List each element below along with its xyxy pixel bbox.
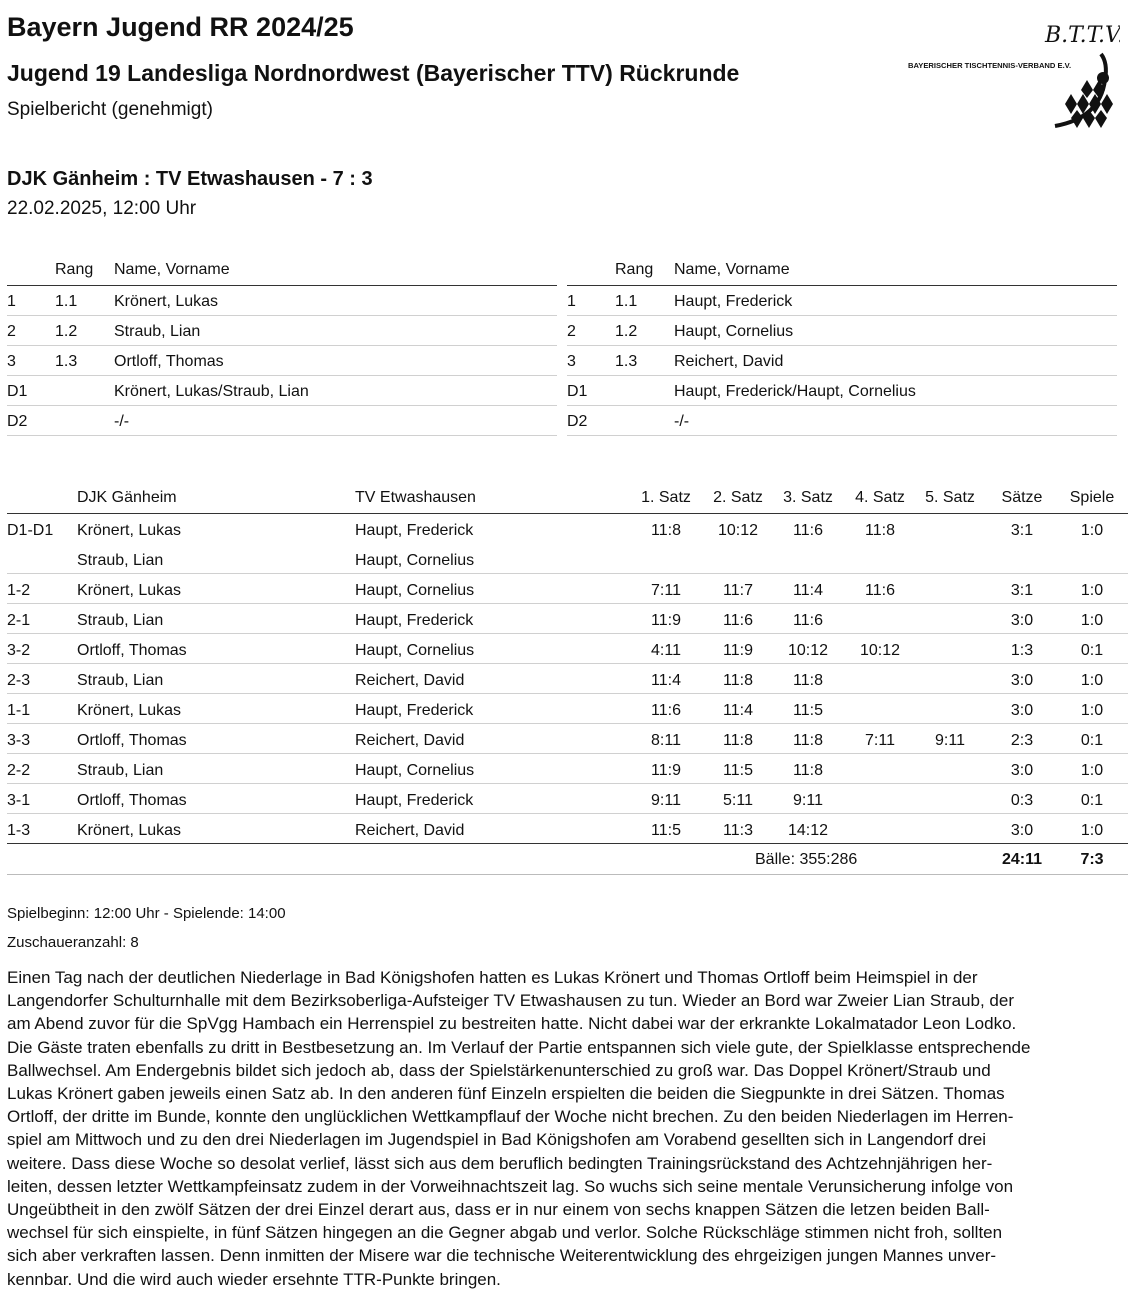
game-result: 1:0 bbox=[1080, 522, 1104, 539]
game-nr: 3-2 bbox=[7, 642, 31, 659]
game-result: 1:0 bbox=[1080, 582, 1104, 599]
game-sets: 0:3 bbox=[1010, 792, 1034, 809]
game-nr: D1-D1 bbox=[7, 522, 54, 539]
sets-header: Sätze bbox=[1001, 489, 1043, 506]
game-row bbox=[7, 784, 1128, 814]
game-result: 0:1 bbox=[1080, 642, 1104, 659]
lineup-name: Krönert, Lukas bbox=[114, 293, 219, 310]
game-sets: 3:0 bbox=[1010, 822, 1034, 839]
lineup-pos: D1 bbox=[567, 383, 588, 400]
game-home-player: Straub, Lian bbox=[77, 612, 164, 629]
game-nr: 2-2 bbox=[7, 762, 31, 779]
game-set1: 11:5 bbox=[651, 822, 681, 839]
lineup-row bbox=[567, 376, 1117, 406]
lineup-name: -/- bbox=[674, 413, 690, 430]
game-set3: 11:6 bbox=[793, 612, 823, 629]
name-header: Name, Vorname bbox=[114, 261, 230, 278]
lineup-name: Krönert, Lukas/Straub, Lian bbox=[114, 383, 309, 400]
report-line: Einen Tag nach der deutlichen Niederlage in Bad Königshofen hatten es Lukas Krönert und Thomas Ortloff beim Heimspiel in der bbox=[7, 968, 978, 987]
lineup-row bbox=[7, 376, 557, 406]
lineup-rank: 1.2 bbox=[615, 323, 638, 340]
lineup-row bbox=[7, 346, 557, 376]
match-times: Spielbeginn: 12:00 Uhr - Spielende: 14:00 bbox=[7, 905, 286, 922]
lineup-row bbox=[567, 316, 1117, 346]
game-set2: 11:8 bbox=[723, 672, 753, 689]
game-nr: 1-1 bbox=[7, 702, 31, 719]
lineup-rank: 1.1 bbox=[615, 293, 638, 310]
home-lineup-table bbox=[7, 254, 557, 436]
game-set1: 4:11 bbox=[651, 642, 681, 659]
report-line: Ortloff, der dritte im Bunde, konnte den unglücklichen Wettkampflauf der Woche nicht brechen. Zu den beiden Niederlagen im Herren- bbox=[7, 1107, 1014, 1127]
game-row bbox=[7, 574, 1128, 604]
home-team-header: DJK Gänheim bbox=[77, 489, 177, 506]
game-guest-player: Reichert, David bbox=[355, 732, 465, 749]
lineup-name: Straub, Lian bbox=[114, 323, 201, 340]
game-row bbox=[7, 634, 1128, 664]
logo-letters: B.T.T.V. bbox=[1045, 23, 1120, 48]
report-line: Lukas Krönert gaben jeweils einen Satz ab. In den anderen fünf Einzeln erspielten die beiden die Siegpunkte in drei Sätzen. Thomas bbox=[7, 1084, 1005, 1104]
game-guest-partner: Haupt, Cornelius bbox=[355, 552, 475, 569]
games-table bbox=[7, 481, 1128, 875]
report-line: leiten, dessen letzter Wettkampfeinsatz zudem in der Vorweihnachtszeit lag. So wuchs sich seine mentale Verunsicherung infolge von bbox=[7, 1176, 1014, 1196]
game-result: 1:0 bbox=[1080, 612, 1104, 629]
game-set2: 11:9 bbox=[723, 642, 753, 659]
game-set3: 11:8 bbox=[793, 732, 823, 749]
lineup-rank: 1.2 bbox=[55, 323, 78, 340]
game-home-partner: Straub, Lian bbox=[77, 552, 164, 569]
total-balls: Bälle: 355:286 bbox=[755, 851, 858, 868]
game-home-player: Krönert, Lukas bbox=[77, 522, 182, 539]
lineup-pos: 3 bbox=[567, 353, 576, 370]
game-set3: 11:6 bbox=[793, 522, 823, 539]
away-lineup-table bbox=[567, 254, 1117, 436]
game-row bbox=[7, 604, 1128, 634]
league-title: Jugend 19 Landesliga Nordnordwest (Bayerischer TTV) Rückrunde bbox=[7, 60, 740, 86]
game-set1: 11:9 bbox=[651, 612, 681, 629]
guest-team-header: TV Etwashausen bbox=[355, 489, 476, 506]
report-line: kennbar. Und die wird auch wieder ersehnte TTR-Punkte bringen. bbox=[7, 1269, 501, 1289]
report-line: Ungeübtheit in den zwölf Sätzen der drei Einzel derart aus, dass er in nur einem von sechs knappen Sätzen die letzen beiden Ball- bbox=[7, 1200, 990, 1220]
game-home-player: Ortloff, Thomas bbox=[77, 792, 187, 809]
set2-header: 2. Satz bbox=[713, 489, 763, 506]
lineup-pos: 2 bbox=[7, 323, 16, 340]
game-set3: 11:8 bbox=[793, 672, 823, 689]
game-set4: 11:8 bbox=[865, 522, 895, 539]
game-set3: 10:12 bbox=[787, 642, 829, 659]
game-set1: 8:11 bbox=[651, 732, 681, 749]
total-sets: 24:11 bbox=[1001, 851, 1043, 868]
game-nr: 3-3 bbox=[7, 732, 31, 749]
game-home-player: Ortloff, Thomas bbox=[77, 642, 187, 659]
game-sets: 3:1 bbox=[1010, 582, 1034, 599]
lineup-pos: D1 bbox=[7, 383, 28, 400]
game-row bbox=[7, 514, 1128, 544]
lineup-header bbox=[7, 254, 557, 286]
game-row bbox=[7, 664, 1128, 694]
game-guest-player: Haupt, Cornelius bbox=[355, 642, 475, 659]
game-set1: 11:9 bbox=[651, 762, 681, 779]
game-home-player: Krönert, Lukas bbox=[77, 702, 182, 719]
report-line: sich aber verkraften lassen. Denn inmitten der Misere war die technische Weiterentwicklung des ehrgeizigen jungen Mannes unver- bbox=[7, 1246, 997, 1266]
game-set4: 11:6 bbox=[865, 582, 895, 599]
game-sets: 3:0 bbox=[1010, 702, 1034, 719]
lineup-row bbox=[7, 406, 557, 436]
game-result: 1:0 bbox=[1080, 822, 1104, 839]
game-set1: 7:11 bbox=[651, 582, 681, 599]
lineup-name: Ortloff, Thomas bbox=[114, 353, 224, 370]
game-result: 0:1 bbox=[1080, 792, 1104, 809]
lineup-pos: 3 bbox=[7, 353, 16, 370]
game-set2: 11:7 bbox=[723, 582, 753, 599]
rank-header: Rang bbox=[615, 261, 654, 278]
game-set1: 11:6 bbox=[651, 702, 681, 719]
lineup-rank: 1.1 bbox=[55, 293, 78, 310]
game-guest-player: Haupt, Frederick bbox=[355, 792, 474, 809]
game-sets: 3:0 bbox=[1010, 762, 1034, 779]
game-home-player: Krönert, Lukas bbox=[77, 822, 182, 839]
lineup-row bbox=[7, 286, 557, 316]
game-set2: 11:3 bbox=[723, 822, 753, 839]
lineup-row bbox=[567, 406, 1117, 436]
games-header bbox=[7, 481, 1128, 514]
game-set2: 11:5 bbox=[723, 762, 753, 779]
game-home-player: Ortloff, Thomas bbox=[77, 732, 187, 749]
game-set4: 10:12 bbox=[859, 642, 901, 659]
game-home-player: Krönert, Lukas bbox=[77, 582, 182, 599]
game-set5: 9:11 bbox=[935, 732, 965, 749]
game-sets: 1:3 bbox=[1010, 642, 1034, 659]
game-set2: 5:11 bbox=[723, 792, 753, 809]
lineup-pos: 2 bbox=[567, 323, 576, 340]
game-guest-player: Haupt, Cornelius bbox=[355, 762, 475, 779]
lineup-pos: 1 bbox=[7, 293, 16, 310]
report-status: Spielbericht (genehmigt) bbox=[7, 99, 213, 120]
lineup-header bbox=[567, 254, 1117, 286]
report-line: am Abend zuvor für die SpVgg Hambach ein Herrenspiel zu bestreiten hatte. Nicht dabei war der erkrankte Lokalmatador Leon Lodko. bbox=[7, 1014, 1017, 1034]
game-nr: 1-3 bbox=[7, 822, 31, 839]
page-title: Bayern Jugend RR 2024/25 bbox=[7, 12, 354, 42]
game-set3: 11:4 bbox=[793, 582, 823, 599]
lineup-row bbox=[567, 286, 1117, 316]
game-result: 1:0 bbox=[1080, 702, 1104, 719]
name-header: Name, Vorname bbox=[674, 261, 790, 278]
game-row bbox=[7, 754, 1128, 784]
logo-text: BAYERISCHER TISCHTENNIS-VERBAND E.V. bbox=[908, 61, 1072, 70]
game-row bbox=[7, 814, 1128, 844]
bttv-logo-graphic bbox=[905, 18, 1120, 136]
report-line: wechsel für sich einspielte, in fünf Sätzen hingegen an die Gegner abgab und verlor. Solche Rückschläge stimmen nicht froh, sollten bbox=[7, 1223, 1003, 1243]
game-set3: 9:11 bbox=[793, 792, 823, 809]
lineup-pos: 1 bbox=[567, 293, 576, 310]
game-set2: 11:8 bbox=[723, 732, 753, 749]
lineup-row bbox=[567, 346, 1117, 376]
games-result-header: Spiele bbox=[1069, 489, 1115, 506]
game-guest-player: Reichert, David bbox=[355, 822, 465, 839]
set1-header: 1. Satz bbox=[641, 489, 691, 506]
set5-header: 5. Satz bbox=[925, 489, 975, 506]
game-set1: 11:8 bbox=[651, 522, 681, 539]
set4-header: 4. Satz bbox=[855, 489, 905, 506]
lineup-name: Haupt, Cornelius bbox=[674, 323, 794, 340]
lineup-name: -/- bbox=[114, 413, 130, 430]
game-set2: 11:4 bbox=[723, 702, 753, 719]
bttv-logo bbox=[905, 18, 1120, 136]
game-home-player: Straub, Lian bbox=[77, 672, 164, 689]
lineup-pos: D2 bbox=[567, 413, 588, 430]
match-title: DJK Gänheim : TV Etwashausen - 7 : 3 bbox=[7, 168, 373, 190]
game-sets: 2:3 bbox=[1010, 732, 1034, 749]
game-guest-player: Reichert, David bbox=[355, 672, 465, 689]
report-line: Ballwechsel. Am Endergebnis bildet sich jedoch ab, dass der Spielstärkenunterschied zu groß war. Das Doppel Krönert/Straub und bbox=[7, 1060, 991, 1080]
game-sets: 3:0 bbox=[1010, 612, 1034, 629]
lineup-name: Haupt, Frederick/Haupt, Cornelius bbox=[674, 383, 916, 400]
lineup-pos: D2 bbox=[7, 413, 28, 430]
game-guest-player: Haupt, Cornelius bbox=[355, 582, 475, 599]
total-games: 7:3 bbox=[1080, 851, 1104, 868]
game-home-player: Straub, Lian bbox=[77, 762, 164, 779]
report-line: Langendorfer Schulturnhalle mit dem Bezirksoberliga-Aufsteiger TV Etwashausen zu tun. Wieder an Bord war Zweier Lian Straub, der bbox=[7, 991, 1014, 1011]
lineup-row bbox=[7, 316, 557, 346]
game-result: 0:1 bbox=[1080, 732, 1104, 749]
game-set1: 9:11 bbox=[651, 792, 681, 809]
game-sets: 3:1 bbox=[1010, 522, 1034, 539]
game-guest-player: Haupt, Frederick bbox=[355, 612, 474, 629]
lineup-name: Haupt, Frederick bbox=[674, 293, 793, 310]
game-result: 1:0 bbox=[1080, 762, 1104, 779]
game-row bbox=[7, 724, 1128, 754]
report-line: Die Gäste traten ebenfalls zu dritt in Bestbesetzung an. Im Verlauf der Partie entspannen sich viele gute, der Spielklasse entsprechende bbox=[7, 1037, 1031, 1057]
set3-header: 3. Satz bbox=[783, 489, 833, 506]
game-set4: 7:11 bbox=[865, 732, 895, 749]
game-set2: 11:6 bbox=[723, 612, 753, 629]
rank-header: Rang bbox=[55, 261, 94, 278]
lineup-rank: 1.3 bbox=[55, 353, 78, 370]
match-report bbox=[7, 966, 1129, 1291]
game-nr: 3-1 bbox=[7, 792, 31, 809]
totals-row bbox=[7, 844, 1128, 875]
lineup-name: Reichert, David bbox=[674, 353, 784, 370]
game-nr: 2-1 bbox=[7, 612, 31, 629]
game-set3: 11:5 bbox=[793, 702, 823, 719]
game-guest-player: Haupt, Frederick bbox=[355, 522, 474, 539]
game-nr: 1-2 bbox=[7, 582, 31, 599]
lineup-rank: 1.3 bbox=[615, 353, 638, 370]
match-datetime: 22.02.2025, 12:00 Uhr bbox=[7, 198, 197, 219]
game-nr: 2-3 bbox=[7, 672, 31, 689]
game-set3: 14:12 bbox=[787, 822, 829, 839]
game-result: 1:0 bbox=[1080, 672, 1104, 689]
report-line: weitere. Dass diese Woche so desolat verlief, lässt sich aus dem beruflich bedingten Trainingsrückstand des Achtzehnjährigen her- bbox=[7, 1153, 993, 1173]
report-line: spiel am Mittwoch und zu den drei Niederlagen im Jugendspiel in Bad Königshofen am Vorabend gesellten sich in Langendorf drei bbox=[7, 1130, 987, 1150]
game-row bbox=[7, 694, 1128, 724]
game-set1: 11:4 bbox=[651, 672, 681, 689]
game-set2: 10:12 bbox=[717, 522, 759, 539]
spectator-count: Zuschaueranzahl: 8 bbox=[7, 934, 139, 951]
game-set3: 11:8 bbox=[793, 762, 823, 779]
game-guest-player: Haupt, Frederick bbox=[355, 702, 474, 719]
game-row-partners bbox=[7, 544, 1128, 574]
game-sets: 3:0 bbox=[1010, 672, 1034, 689]
